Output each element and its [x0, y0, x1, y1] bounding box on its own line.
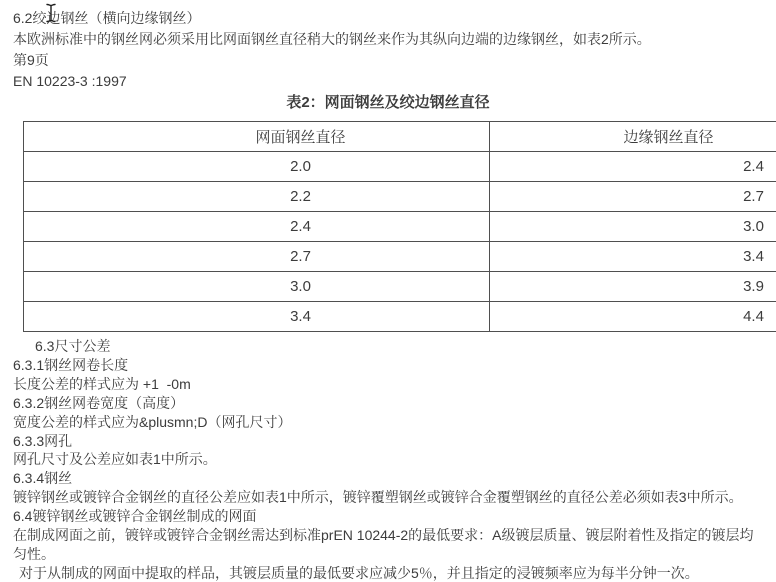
- cell-mesh-wire: 3.4: [24, 302, 490, 332]
- cell-edge-wire: 3.9: [490, 272, 776, 302]
- cell-edge-wire: 3.4: [490, 242, 776, 272]
- cell-mesh-wire: 2.7: [24, 242, 490, 272]
- cell-mesh-wire: 2.2: [24, 182, 490, 212]
- paragraph-width-tolerance: 宽度公差的样式应为&plusmn;D（网孔尺寸）: [13, 413, 292, 430]
- table-row: [24, 212, 776, 242]
- paragraph-coating-requirements: 在制成网面之前，镀锌或镀锌合金钢丝需达到标准prEN 10244-2的最低要求：A级镀层质量、镀层附着性及指定的镀层均匀性。: [13, 527, 754, 562]
- column-header-mesh-wire-diameter: 网面钢丝直径: [24, 122, 490, 152]
- cell-edge-wire: 2.7: [490, 182, 776, 212]
- wire-diameter-table: [23, 121, 776, 332]
- paragraph-6-3-3: 6.3.3网孔: [13, 432, 73, 449]
- section-heading: 6.2绞边钢丝（横向边缘钢丝）: [13, 10, 201, 26]
- paragraph-wire-tolerance: 镀锌钢丝或镀锌合金钢丝的直径公差应如表1中所示，镀锌覆塑钢丝或镀锌合金覆塑钢丝的直径公差必须如表3中所示。: [13, 489, 743, 506]
- table-header-row: [24, 122, 776, 152]
- cell-mesh-wire: 2.4: [24, 212, 490, 242]
- paragraph-6-3-2: 6.3.2钢丝网卷宽度（高度）: [13, 394, 185, 411]
- paragraph-mesh-size: 网孔尺寸及公差应如表1中所示。: [13, 451, 217, 468]
- intro-paragraph: 本欧洲标准中的钢丝网必须采用比网面钢丝直径稍大的钢丝来作为其纵向边端的边缘钢丝，如表2所示。: [13, 31, 651, 47]
- cell-edge-wire: 2.4: [490, 152, 776, 182]
- standard-reference: EN 10223-3 :1997: [13, 73, 127, 89]
- body-text-block: [13, 337, 763, 582]
- cell-mesh-wire: 2.0: [24, 152, 490, 182]
- table-row: [24, 182, 776, 212]
- cell-edge-wire: 4.4: [490, 302, 776, 332]
- table-title: 表2：网面钢丝及绞边钢丝直径: [286, 94, 490, 111]
- page-marker: 第9页: [13, 52, 49, 68]
- paragraph-6-3: 6.3尺寸公差: [35, 338, 111, 354]
- column-header-edge-wire-diameter: 边缘钢丝直径: [490, 122, 776, 152]
- cell-mesh-wire: 3.0: [24, 272, 490, 302]
- table-row: [24, 302, 776, 332]
- table-row: [24, 152, 776, 182]
- paragraph-sample-requirements: 对于从制成的网面中提取的样品，其镀层质量的最低要求应减少5％，并且指定的浸镀频率应为每半分钟一次。: [19, 564, 699, 581]
- cell-edge-wire: 3.0: [490, 212, 776, 242]
- paragraph-6-3-1: 6.3.1钢丝网卷长度: [13, 356, 129, 373]
- paragraph-6-3-4: 6.3.4钢丝: [13, 470, 73, 487]
- table-row: [24, 242, 776, 272]
- paragraph-length-tolerance: 长度公差的样式应为 +1 -0m: [13, 375, 191, 392]
- table-row: [24, 272, 776, 302]
- paragraph-6-4: 6.4镀锌钢丝或镀锌合金钢丝制成的网面: [13, 508, 257, 525]
